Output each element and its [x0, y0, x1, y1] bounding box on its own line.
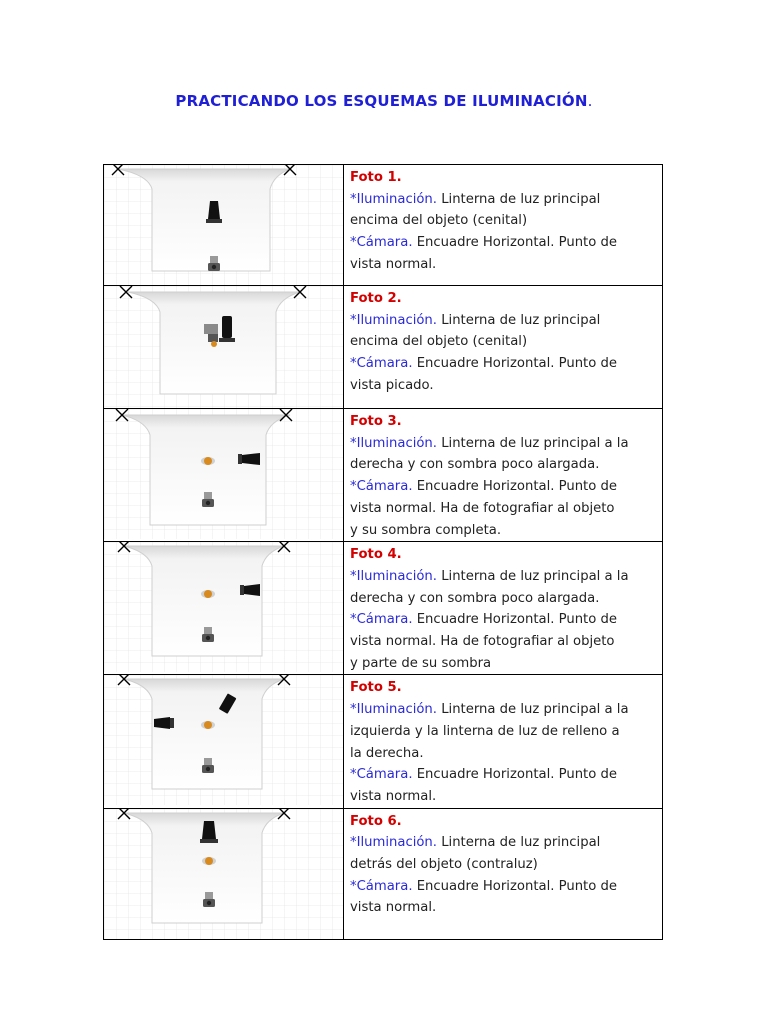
foto-label: Foto 4.	[350, 547, 402, 563]
lighting-diagram-1	[104, 165, 344, 286]
description-1: Foto 1. *Iluminación. Linterna de luz principal encima del objeto (cenital) *Cámara. Encuadre Horizontal. Punto de vista normal.	[344, 165, 663, 286]
lighting-diagram-3	[104, 409, 344, 542]
table-row	[104, 675, 663, 808]
spotlight-icon	[154, 717, 174, 729]
lighting-diagram-6	[104, 808, 344, 939]
object-icon	[201, 457, 215, 465]
lighting-diagram-5	[104, 675, 344, 808]
table-row	[104, 808, 663, 939]
spotlight-icon	[238, 453, 260, 465]
foto-label: Foto 5.	[350, 680, 402, 696]
table-row	[104, 165, 663, 286]
object-icon	[201, 590, 215, 598]
description-2: Foto 2. *Iluminación. Linterna de luz principal encima del objeto (cenital) *Cámara. Encuadre Horizontal. Punto de vista picado.	[344, 286, 663, 409]
description-5: Foto 5. *Iluminación. Linterna de luz principal a la izquierda y la linterna de luz de relleno a la derecha. *Cámara. Encuadre Horizontal. Punto de vista normal.	[344, 675, 663, 808]
object-icon	[201, 721, 215, 729]
description-4: Foto 4. *Iluminación. Linterna de luz principal a la derecha y con sombra poco alargada. *Cámara. Encuadre Horizontal. Punto de vista normal. Ha de fotografiar al objeto y parte de su sombra	[344, 542, 663, 675]
spotlight-icon	[240, 584, 260, 596]
lighting-diagram-4	[104, 542, 344, 675]
foto-label: Foto 3.	[350, 414, 402, 429]
description-6: Foto 6. *Iluminación. Linterna de luz principal detrás del objeto (contraluz) *Cámara. Encuadre Horizontal. Punto de vista normal.	[344, 808, 663, 939]
lighting-table	[103, 164, 663, 940]
foto-label: Foto 2.	[350, 291, 402, 306]
description-3: Foto 3. *Iluminación. Linterna de luz principal a la derecha y con sombra poco alargada. *Cámara. Encuadre Horizontal. Punto de vista normal. Ha de fotografiar al objeto y su sombra completa.	[344, 409, 663, 542]
lighting-diagram-2	[104, 286, 344, 409]
object-icon	[202, 857, 216, 865]
foto-label: Foto 6.	[350, 813, 402, 829]
page-title: PRACTICANDO LOS ESQUEMAS DE ILUMINACIÓN.	[175, 92, 593, 110]
table-row	[104, 542, 663, 675]
table-row	[104, 286, 663, 409]
table-row	[104, 409, 663, 542]
foto-label: Foto 1.	[350, 170, 402, 185]
